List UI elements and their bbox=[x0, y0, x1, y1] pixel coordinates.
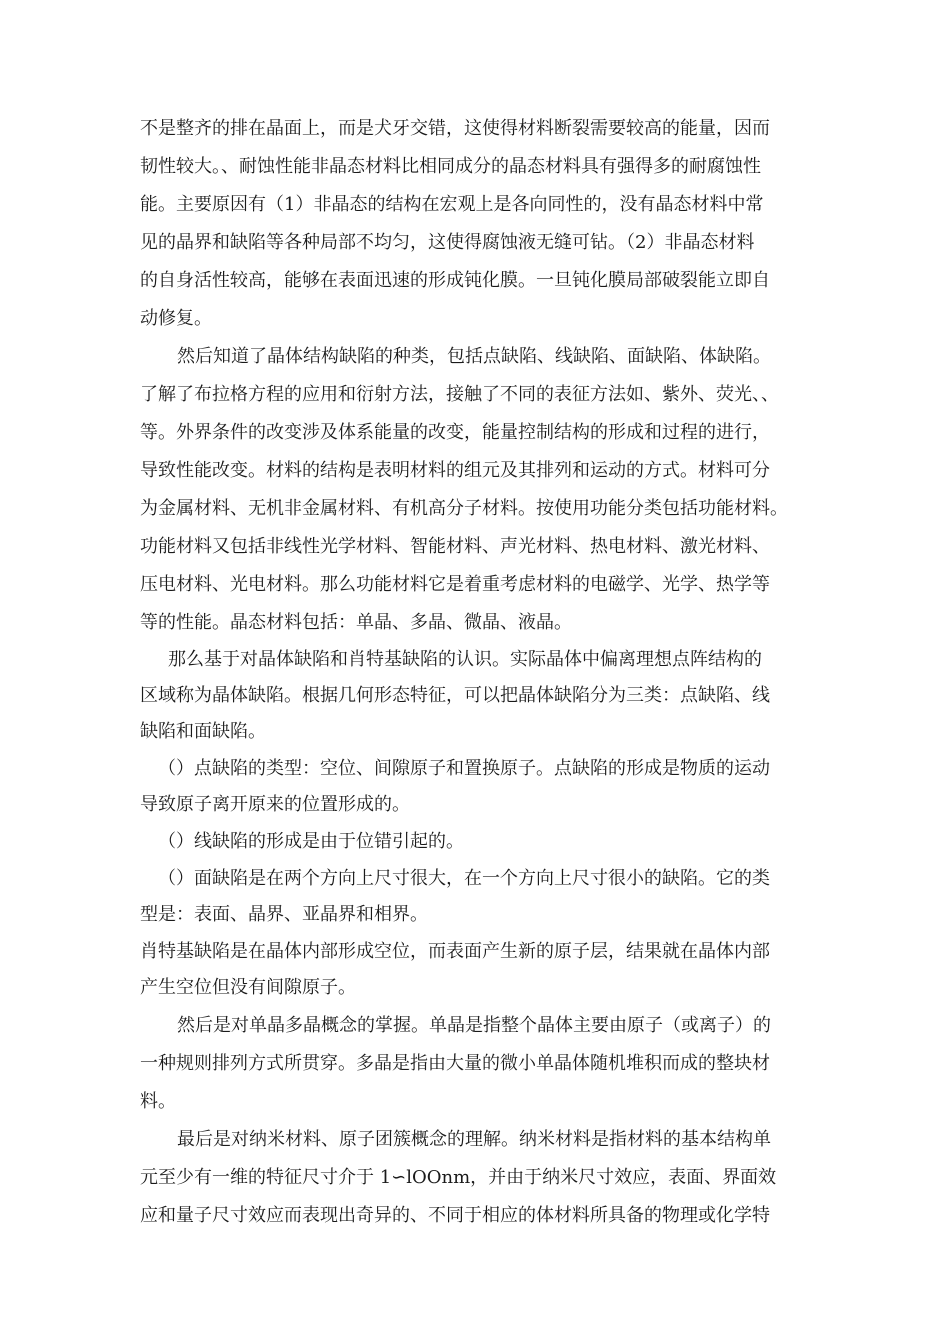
text-line: 能。主要原因有（1）非晶态的结构在宏观上是各向同性的，没有晶态材料中常 bbox=[140, 194, 764, 215]
text-line: 应和量子尺寸效应而表现出奇异的、不同于相应的体材料所具备的物理或化学特 bbox=[140, 1205, 770, 1226]
text-line: （）面缺陷是在两个方向上尺寸很大，在一个方向上尺寸很小的缺陷。它的类 bbox=[158, 868, 770, 889]
text-line: 导致原子离开原来的位置形成的。 bbox=[140, 794, 410, 815]
text-line: 等。外界条件的改变涉及体系能量的改变，能量控制结构的形成和过程的进行， bbox=[140, 422, 770, 443]
text-line: 韧性较大。、耐蚀性能非晶态材料比相同成分的晶态材料具有强得多的耐腐蚀性 bbox=[140, 156, 761, 177]
text-line: 区域称为晶体缺陷。根据几何形态特征，可以把晶体缺陷分为三类：点缺陷、线 bbox=[140, 685, 770, 706]
text-line: 缺陷和面缺陷。 bbox=[140, 721, 266, 742]
text-line: 等的性能。晶态材料包括：单晶、多晶、微晶、液晶。 bbox=[140, 612, 572, 633]
text-line: 压电材料、光电材料。那么功能材料它是着重考虑材料的电磁学、光学、热学等 bbox=[140, 574, 770, 595]
text-line: 料。 bbox=[140, 1091, 176, 1112]
text-line: 然后是对单晶多晶概念的掌握。单晶是指整个晶体主要由原子（或离子）的 bbox=[177, 1015, 771, 1036]
text-line: 见的晶界和缺陷等各种局部不均匀，这使得腐蚀液无缝可钻。（2）非晶态材料 bbox=[140, 232, 755, 253]
text-line: 一种规则排列方式所贯穿。多晶是指由大量的微小单晶体随机堆积而成的整块材 bbox=[140, 1053, 770, 1074]
text-line: 动修复。 bbox=[140, 308, 212, 329]
text-line: 元至少有一维的特征尺寸介于 1∽lOOnm，并由于纳米尺寸效应，表面、界面效 bbox=[140, 1167, 777, 1188]
text-line: （）点缺陷的类型：空位、间隙原子和置换原子。点缺陷的形成是物质的运动 bbox=[158, 758, 770, 779]
text-line: 了解了布拉格方程的应用和衍射方法，接触了不同的表征方法如、紫外、荧光、、 bbox=[140, 384, 779, 405]
text-line: 肖特基缺陷是在晶体内部形成空位，而表面产生新的原子层，结果就在晶体内部 bbox=[140, 941, 770, 962]
text-line: 那么基于对晶体缺陷和肖特基缺陷的认识。实际晶体中偏离理想点阵结构的 bbox=[168, 649, 762, 670]
text-line: 最后是对纳米材料、原子团簇概念的理解。纳米材料是指材料的基本结构单 bbox=[177, 1129, 771, 1150]
text-line: （）线缺陷的形成是由于位错引起的。 bbox=[158, 831, 464, 852]
text-line: 型是：表面、晶界、亚晶界和相界。 bbox=[140, 904, 428, 925]
text-line: 不是整齐的排在晶面上，而是犬牙交错，这使得材料断裂需要较高的能量，因而 bbox=[140, 118, 770, 139]
text-line: 产生空位但没有间隙原子。 bbox=[140, 977, 356, 998]
text-line: 为金属材料、无机非金属材料、有机高分子材料。按使用功能分类包括功能材料。 bbox=[140, 498, 788, 519]
text-line: 功能材料又包括非线性光学材料、智能材料、声光材料、热电材料、激光材料、 bbox=[140, 536, 770, 557]
text-line: 的自身活性较高，能够在表面迅速的形成钝化膜。一旦钝化膜局部破裂能立即自 bbox=[140, 270, 770, 291]
text-line: 然后知道了晶体结构缺陷的种类，包括点缺陷、线缺陷、面缺陷、体缺陷。 bbox=[177, 346, 771, 367]
text-line: 导致性能改变。材料的结构是表明材料的组元及其排列和运动的方式。材料可分 bbox=[140, 460, 770, 481]
